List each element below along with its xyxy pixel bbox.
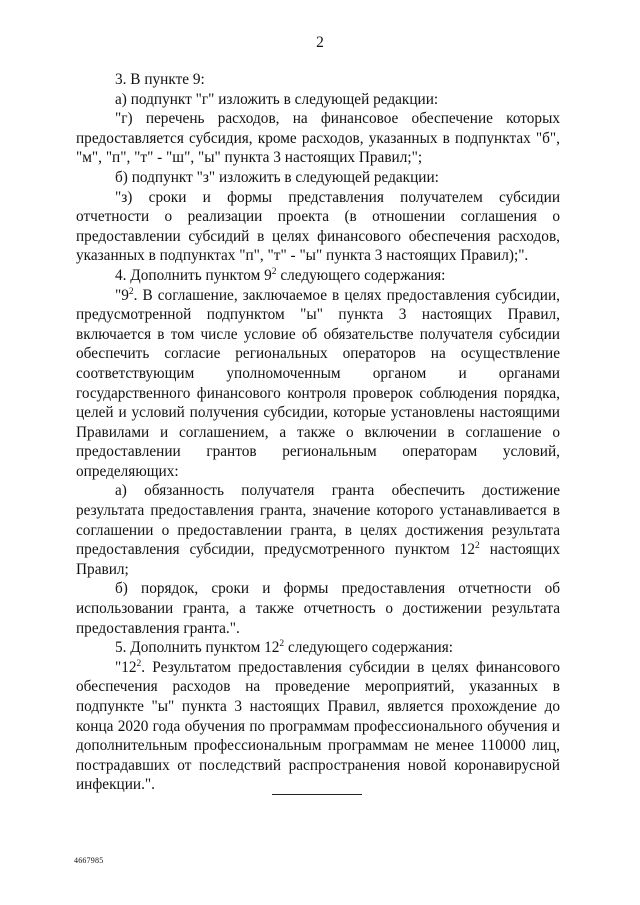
paragraph-item-4-tail: следующего содержания: [276, 266, 446, 284]
superscript: 2 [474, 541, 480, 552]
paragraph-subitem-z-text: "з) сроки и формы представления получателем субсидии отчетности о реализации проекта (в отношении соглашения о предоставлении субсидий в целях финансового обеспечения расходов, указанных в подпунктах "п", "т" - "ы" пункта 3 настоящих Правил);". [76, 188, 560, 265]
paragraph-clause-9-2 [76, 286, 560, 482]
paragraph-clause-b: б) порядок, сроки и формы предоставления отчетности об использовании гранта, а также отчетность о достижении результата предоставления гранта.". [76, 580, 560, 637]
paragraph-subitem-b: б) подпункт "з" изложить в следующей редакции: [115, 168, 439, 186]
paragraph-clause-12-2 [76, 658, 560, 795]
paragraph-item-5-lead: 5. Дополнить пунктом 12 [115, 639, 280, 657]
paragraph-item-5 [76, 638, 560, 658]
paragraph-item-4-lead: 4. Дополнить пунктом 9 [115, 266, 272, 284]
paragraph-item-5-tail: следующего содержания: [284, 639, 454, 657]
clause-a-text: а) обязанность получателя гранта обеспечить достижение результата предоставления гранта, значение которого устанавливается в соглашении о предоставлении гранта, в целях достижения результата предоставления субсидии, предусмотренного пунктом 12 [76, 482, 560, 559]
document-id: 4667985 [74, 856, 104, 865]
document-body [76, 70, 560, 795]
paragraph-subitem-g-text: "г) перечень расходов, на финансовое обеспечение которых предоставляется субсидия, кроме расходов, указанных в подпунктах "б", "м", "п", "т" - "ш", "ы" пункта 3 настоящих Правил;"; [76, 110, 560, 167]
end-divider [272, 794, 362, 795]
paragraph-clause-a [76, 481, 560, 579]
clause-9-2-lead: "9 [115, 286, 129, 304]
superscript: 2 [271, 266, 277, 277]
clause-12-2-lead: "12 [115, 658, 137, 676]
superscript: 2 [136, 658, 142, 669]
clause-12-2-text: . Результатом предоставления субсидии в целях финансового обеспечения расходов на проведение мероприятий, указанных в подпункте "ы" пункта 3 настоящих Правил, является прохождение до конца 2020 года обучения по программам профессионального обучения и дополнительным профессиональным программам не менее 110000 лиц, пострадавших от последствий распространения новой коронавирусной инфекции.". [76, 658, 560, 794]
superscript: 2 [279, 639, 285, 650]
paragraph-subitem-a: а) подпункт "г" изложить в следующей редакции: [115, 90, 439, 108]
paragraph-item-4 [76, 266, 560, 286]
clause-a-tail: настоящих Правил; [76, 541, 560, 578]
paragraph-item-3: 3. В пункте 9: [115, 71, 205, 88]
superscript: 2 [128, 286, 134, 297]
clause-9-2-text: . В соглашение, заключаемое в целях предоставления субсидии, предусмотренной подпунктом "ы" пункта 3 настоящих Правил, включается в том числе условие об обязательстве получателя субсидии обеспечить согласие региональных операторов на осуществление соответствующим уполномоченным органом и органами государственного финансового контроля проверок соблюдения порядка, целей и условий получения субсидии, которые установлены настоящими Правилами и соглашением, а также о включении в соглашение о предоставлении грантов региональным операторам условий, определяющих: [76, 286, 560, 480]
page-number: 2 [316, 34, 324, 51]
